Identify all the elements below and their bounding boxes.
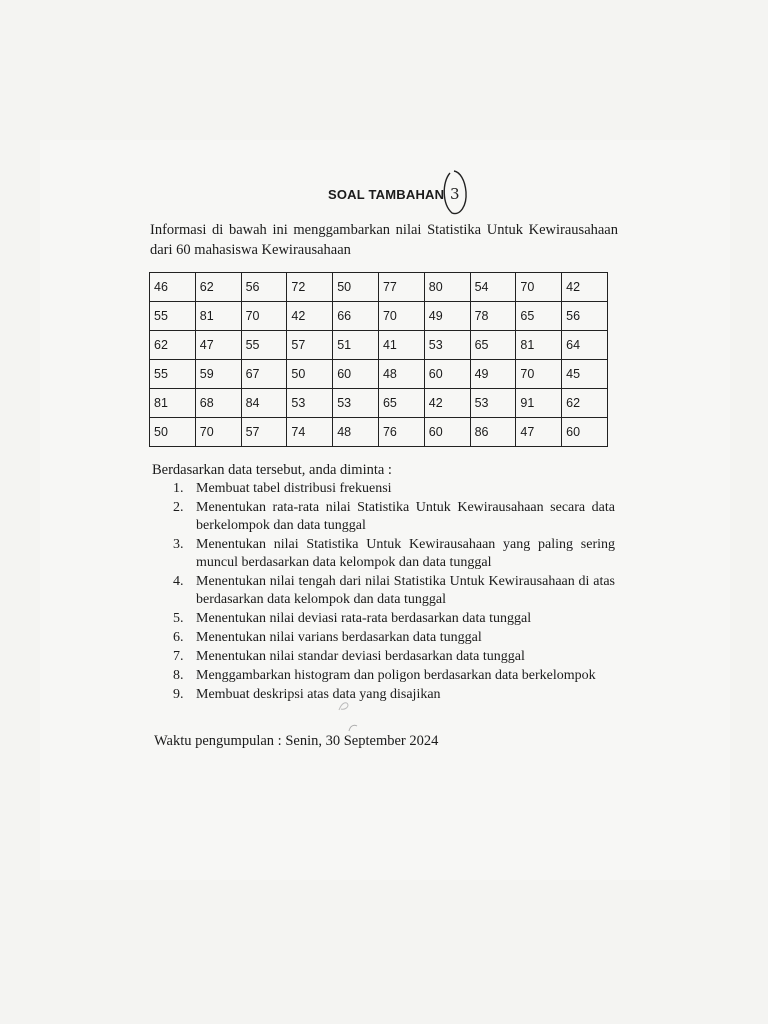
table-row: [150, 418, 608, 447]
table-cell: 84: [241, 389, 287, 418]
table-cell: 60: [424, 360, 470, 389]
table-cell: 56: [241, 273, 287, 302]
table-cell: 77: [378, 273, 424, 302]
list-item-number: 5.: [173, 611, 184, 626]
table-cell: 49: [470, 360, 516, 389]
table-cell: 42: [424, 389, 470, 418]
table-cell: 70: [516, 360, 562, 389]
table-cell: 57: [241, 418, 287, 447]
table-cell: 81: [150, 389, 196, 418]
table-cell: 81: [516, 331, 562, 360]
table-cell: 65: [378, 389, 424, 418]
table-cell: 56: [562, 302, 608, 331]
table-cell: 45: [562, 360, 608, 389]
table-cell: 55: [150, 302, 196, 331]
table-cell: 60: [333, 360, 379, 389]
table-cell: 50: [333, 273, 379, 302]
list-item-text: Menggambarkan histogram dan poligon berdasarkan data berkelompok: [196, 668, 596, 683]
intro-paragraph: Informasi di bawah ini menggambarkan nilai Statistika Untuk Kewirausahaan dari 60 mahasiswa Kewirausahaan: [150, 222, 618, 258]
task-list: [173, 480, 615, 705]
list-item-text: Menentukan rata-rata nilai Statistika Untuk Kewirausahaan secara data berkelompok dan data tunggal: [196, 500, 615, 533]
table-cell: 91: [516, 389, 562, 418]
table-cell: 62: [150, 331, 196, 360]
document-title: SOAL TAMBAHAN: [328, 187, 445, 202]
table-cell: 49: [424, 302, 470, 331]
table-cell: 47: [195, 331, 241, 360]
table-cell: 50: [150, 418, 196, 447]
table-cell: 72: [287, 273, 333, 302]
table-cell: 70: [241, 302, 287, 331]
table-cell: 59: [195, 360, 241, 389]
table-row: [150, 331, 608, 360]
table-cell: 67: [241, 360, 287, 389]
table-cell: 55: [241, 331, 287, 360]
table-cell: 68: [195, 389, 241, 418]
handwritten-number: 3: [450, 185, 460, 203]
list-item: [173, 686, 615, 704]
list-item-number: 9.: [173, 687, 184, 702]
list-item-text: Menentukan nilai standar deviasi berdasarkan data tunggal: [196, 649, 525, 664]
table-cell: 70: [195, 418, 241, 447]
table-cell: 46: [150, 273, 196, 302]
list-item-text: Membuat tabel distribusi frekuensi: [196, 481, 392, 496]
list-item: [173, 499, 615, 535]
pen-scribble-mark-2: [346, 722, 360, 734]
table-cell: 51: [333, 331, 379, 360]
list-item-text: Menentukan nilai deviasi rata-rata berdasarkan data tunggal: [196, 611, 532, 626]
table-cell: 41: [378, 331, 424, 360]
table-cell: 70: [516, 273, 562, 302]
table-cell: 47: [516, 418, 562, 447]
table-row: [150, 273, 608, 302]
table-cell: 54: [470, 273, 516, 302]
table-cell: 81: [195, 302, 241, 331]
table-cell: 64: [562, 331, 608, 360]
list-item-number: 1.: [173, 481, 184, 496]
table-row: [150, 360, 608, 389]
table-cell: 53: [333, 389, 379, 418]
list-item: [173, 480, 615, 498]
table-cell: 42: [562, 273, 608, 302]
table-cell: 48: [333, 418, 379, 447]
table-row: [150, 389, 608, 418]
table-cell: 60: [424, 418, 470, 447]
list-item: [173, 610, 615, 628]
list-item-number: 3.: [173, 537, 184, 552]
pen-scribble-mark: [336, 700, 352, 712]
table-cell: 80: [424, 273, 470, 302]
table-cell: 42: [287, 302, 333, 331]
list-item-number: 6.: [173, 630, 184, 645]
table-cell: 74: [287, 418, 333, 447]
table-cell: 60: [562, 418, 608, 447]
table-cell: 65: [470, 331, 516, 360]
list-item-text: Menentukan nilai tengah dari nilai Statistika Untuk Kewirausahaan di atas berdasarkan data kelompok dan data tunggal: [196, 574, 615, 607]
table-cell: 53: [470, 389, 516, 418]
list-item: [173, 536, 615, 572]
table-cell: 78: [470, 302, 516, 331]
table-row: [150, 302, 608, 331]
list-item-number: 8.: [173, 668, 184, 683]
handwritten-number-mark: [440, 170, 468, 216]
table-cell: 48: [378, 360, 424, 389]
list-item-number: 2.: [173, 500, 184, 515]
list-item-number: 7.: [173, 649, 184, 664]
table-cell: 57: [287, 331, 333, 360]
list-item: [173, 629, 615, 647]
table-cell: 76: [378, 418, 424, 447]
instruction-lead: Berdasarkan data tersebut, anda diminta :: [152, 462, 392, 478]
deadline-text: Waktu pengumpulan : Senin, 30 September 2024: [154, 733, 439, 749]
data-table: [149, 272, 608, 447]
table-cell: 53: [287, 389, 333, 418]
list-item-text: Membuat deskripsi atas data yang disajikan: [196, 687, 441, 702]
table-cell: 55: [150, 360, 196, 389]
list-item-text: Menentukan nilai varians berdasarkan data tunggal: [196, 630, 482, 645]
table-cell: 53: [424, 331, 470, 360]
table-cell: 62: [562, 389, 608, 418]
table-cell: 65: [516, 302, 562, 331]
table-cell: 70: [378, 302, 424, 331]
table-cell: 66: [333, 302, 379, 331]
table-cell: 62: [195, 273, 241, 302]
list-item: [173, 648, 615, 666]
table-cell: 86: [470, 418, 516, 447]
list-item: [173, 667, 615, 685]
list-item-number: 4.: [173, 574, 184, 589]
list-item-text: Menentukan nilai Statistika Untuk Kewirausahaan yang paling sering muncul berdasarkan data kelompok dan data tunggal: [196, 537, 615, 570]
list-item: [173, 573, 615, 609]
table-cell: 50: [287, 360, 333, 389]
